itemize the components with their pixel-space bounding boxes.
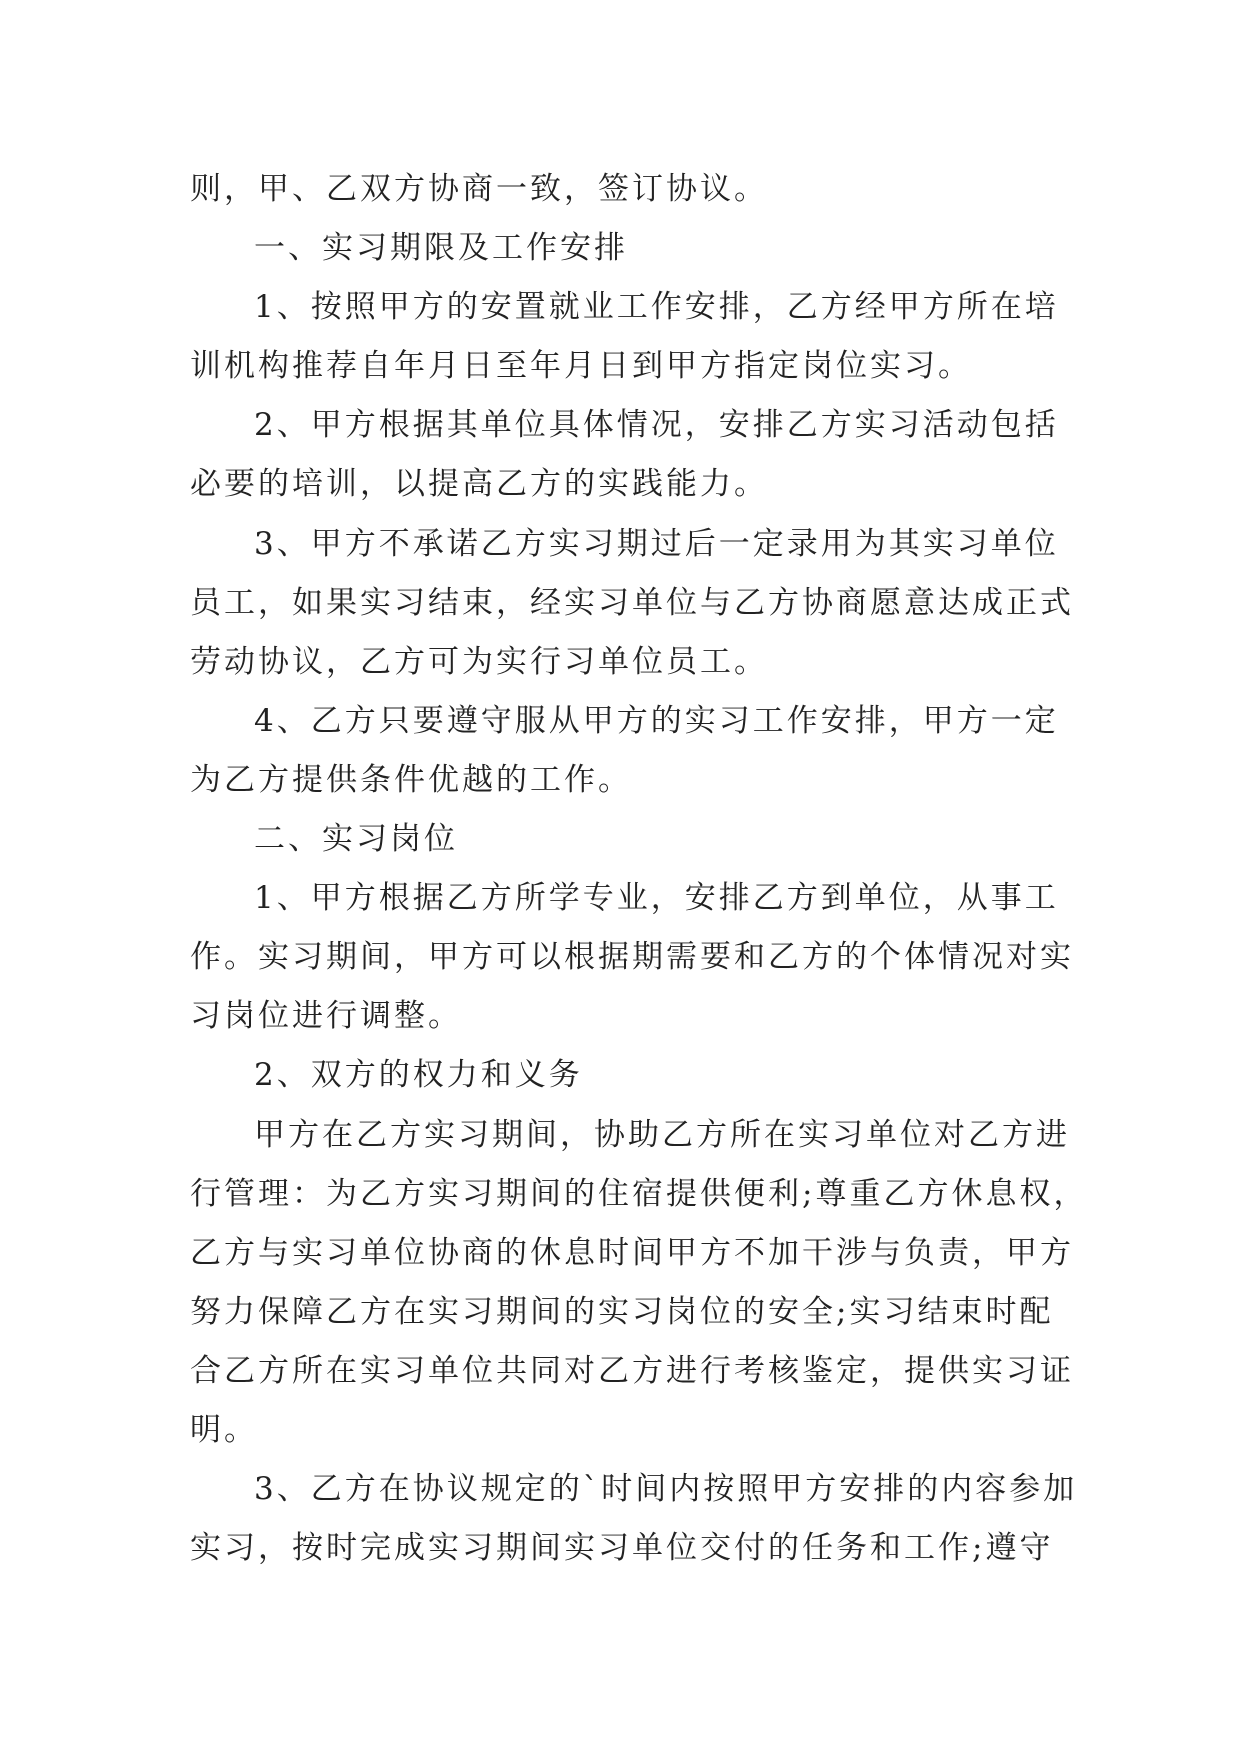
text-line: 员工，如果实习结束，经实习单位与乙方协商愿意达成正式 [190, 584, 1074, 621]
text-line: 明。 [190, 1411, 258, 1448]
text-line: 为乙方提供条件优越的工作。 [190, 761, 632, 798]
text-line: 则，甲、乙双方协商一致，签订协议。 [190, 171, 768, 207]
text-line: 1、甲方根据乙方所学专业，安排乙方到单位，从事工 [254, 880, 1059, 917]
text-line: 1、按照甲方的安置就业工作安排，乙方经甲方所在培 [254, 289, 1059, 326]
text-line: 3、甲方不承诺乙方实习期过后一定录用为其实习单位 [254, 525, 1059, 562]
text-line: 努力保障乙方在实习期间的实习岗位的安全;实习结束时配 [190, 1293, 1054, 1330]
text-line: 作。实习期间，甲方可以根据期需要和乙方的个体情况对实 [190, 939, 1074, 976]
text-line: 甲方在乙方实习期间，协助乙方所在实习单位对乙方进 [254, 1116, 1070, 1153]
text-line: 实习，按时完成实习期间实习单位交付的任务和工作;遵守 [190, 1530, 1054, 1567]
text-line: 行管理：为乙方实习期间的住宿提供便利;尊重乙方休息权， [190, 1175, 1088, 1212]
text-line: 二、实习岗位 [254, 821, 458, 858]
text-line: 3、乙方在协议规定的`时间内按照甲方安排的内容参加 [254, 1471, 1078, 1508]
text-line: 乙方与实习单位协商的休息时间甲方不加干涉与负责，甲方 [190, 1234, 1074, 1271]
text-line: 训机构推荐自年月日至年月日到甲方指定岗位实习。 [190, 348, 972, 385]
text-line: 一、实习期限及工作安排 [254, 230, 628, 267]
text-line: 习岗位进行调整。 [190, 998, 462, 1035]
text-line: 合乙方所在实习单位共同对乙方进行考核鉴定，提供实习证 [190, 1352, 1074, 1389]
text-line: 必要的培训，以提高乙方的实践能力。 [190, 466, 768, 503]
document-body [190, 160, 1088, 1578]
text-line: 2、双方的权力和义务 [254, 1057, 583, 1094]
text-line: 2、甲方根据其单位具体情况，安排乙方实习活动包括 [254, 407, 1059, 444]
text-line: 4、乙方只要遵守服从甲方的实习工作安排，甲方一定 [254, 702, 1059, 739]
text-line: 劳动协议，乙方可为实行习单位员工。 [190, 643, 768, 680]
